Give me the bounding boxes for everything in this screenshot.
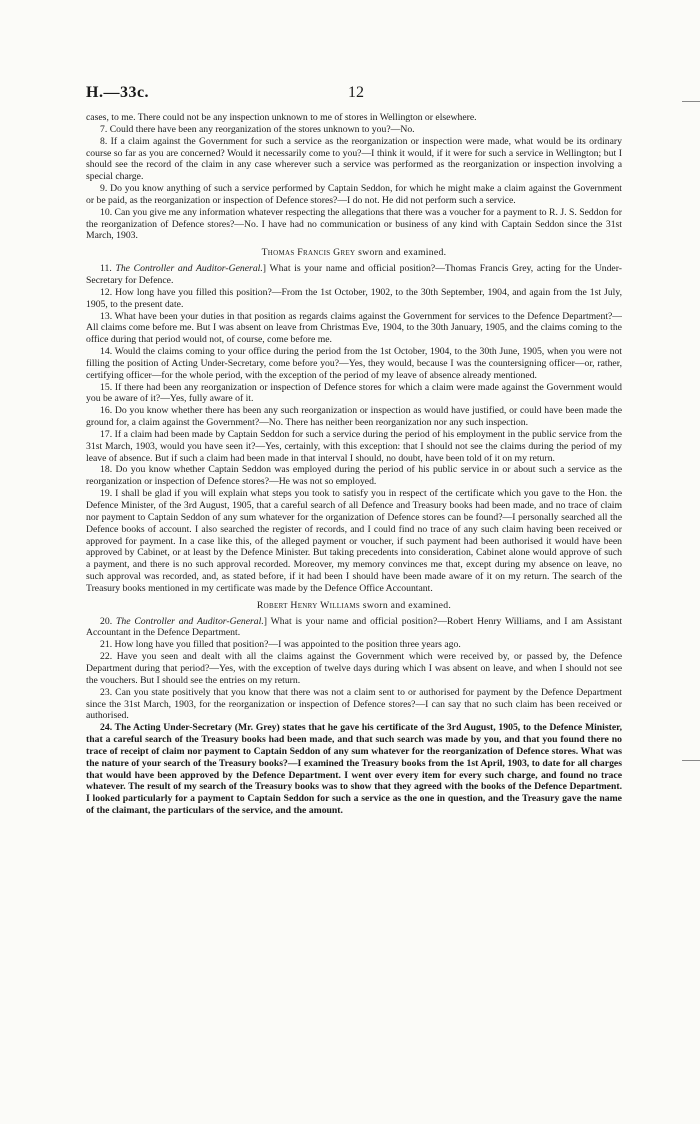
paragraph: 19. I shall be glad if you will explain what steps you took to satisfy you in respect of the certificate which you gave to the Hon. the Defence Minister, of the 3rd August, 1905, that a careful search of all Defence and Treasury books had been made, and no trace of claim nor payment to Captain Seddon of any sum whatever for the organization of Defence stores can be found?—I personally searched all the Defence books of account. I also searched the register of records, and I could find no trace of any such claim having been received or approved for payment. In a case like this, of the alleged payment or voucher, if such payment had been authorised it would have been approved by Cabinet, or at least by the Defence Minister. But taking precedents into consideration, Cabinet alone would approve of such a payment, and there is no such approval recorded. Moreover, my memory convinces me that, except during my absence on leave, no such approval was recorded, and, as stated before, if it had been I should have been made aware of it on my return. The search of the Treasury books mentioned in my certificate was made by the Defence Office Accountant. [86, 488, 622, 594]
report-reference: H.—33c. [86, 84, 150, 101]
page-number: 12 [348, 84, 364, 101]
witness-heading-williams [86, 600, 622, 612]
paragraph: 10. Can you give me any information whatever respecting the allegations that there was a voucher for a payment to R. J. S. Seddon for the reorganization of Defence stores?—No. I have had no communication or business of any kind with Captain Seddon since the 31st March, 1903. [86, 206, 622, 242]
paragraph-q20 [86, 616, 622, 640]
edge-mark [682, 760, 700, 761]
paragraph: 23. Can you state positively that you know that there was not a claim sent to or authorised for payment by the Defence Department since the 31st March, 1903, for the reorganization or inspection of Defence stores?—I can say that no such claim has been received or authorised. [86, 686, 622, 722]
question-text: ] What is your name and official position?—Thomas Francis Grey, acting for the Under-Secretary for Defence. [86, 263, 622, 286]
paragraph: 21. How long have you filled that position?—I was appointed to the position three years ago. [100, 639, 461, 651]
page-header [86, 84, 626, 106]
witness-name: Thomas Francis Grey [261, 247, 356, 259]
heading-suffix: sworn and examined. [355, 247, 447, 259]
paragraph: 7. Could there have been any reorganization of the stores unknown to you?—No. [100, 123, 415, 135]
document-body [86, 112, 622, 817]
paragraph: cases, to me. There could not be any inspection unknown to me of stores in Wellington or elsewhere. [86, 112, 477, 123]
question-text: ] What is your name and official position?—Robert Henry Williams, and I am Assistant Accountant in the Defence Department. [86, 615, 623, 639]
paragraph: 14. Would the claims coming to your office during the period from the 1st October, 1904, to the 30th June, 1905, when you were not filling the position of Acting Under-Secretary, come before you?—Yes, they would, because I was the countersigning officer—or, rather, certifying officer—for the whole period, with the exception of the period of my leave of absence already mentioned. [86, 346, 622, 381]
question-number: 20. [100, 615, 116, 627]
paragraph: 9. Do you know anything of such a service performed by Captain Seddon, for which he might make a claim against the Government or be paid, as the reorganization or inspection of Defence stores?—I do not. He did not perform such a service. [86, 183, 622, 206]
examiner-name: The Controller and Auditor-General. [115, 263, 263, 275]
paragraph: 13. What have been your duties in that position as regards claims against the Government for services to the Defence Department?—All claims come before me. But I was absent on leave from Christmas Eve, 1904, to the 30th January, 1905, and the claims coming to the office during that period would not, of course, come before me. [86, 310, 622, 346]
paragraph: 8. If a claim against the Government for such a service as the reorganization or inspection were made, what would be its ordinary course so far as you are concerned? Would it necessarily come to you?—I think it would, if it were for such a service in Wellington; but I should see the record of the claim in any case wherever such a service was performed as the reorganization or inspection involving a special charge. [86, 135, 622, 183]
paragraph: 17. If a claim had been made by Captain Seddon for such a service during the period of his employment in the public service from the 31st March, 1903, would you have seen it?—Yes, certainly, with this exception: that I should not see the claims during the period of my leave of absence. But if such a claim had been made in that interval I should, no doubt, have been told of it on my return. [86, 428, 622, 464]
paragraph-q11 [86, 263, 622, 287]
paragraph: 16. Do you know whether there has been any such reorganization or inspection as would have justified, or could have been made the ground for, a claim against the Government?—No. There has neither been reorganization nor any such inspection. [86, 405, 622, 429]
question-number: 11. [100, 263, 116, 275]
heading-suffix: sworn and examined. [360, 599, 452, 611]
paragraph: 12. How long have you filled this position?—From the 1st October, 1902, to the 30th September, 1904, and again from the 1st July, 1905, to the present date. [86, 286, 622, 310]
paragraph: 18. Do you know whether Captain Seddon was employed during the period of his public service in or about such a service as the reorganization or inspection of Defence stores?—He was not so employed. [86, 464, 622, 488]
examiner-name: The Controller and Auditor-General. [115, 615, 264, 627]
paragraph: 22. Have you seen and dealt with all the claims against the Government which were received by, or passed by, the Defence Department during that period?—Yes, with the exception of twelve days during which I was absent on leave, and when I should not see the vouchers. But I should see the entries on my return. [86, 651, 622, 686]
paragraph: 15. If there had been any reorganization or inspection of Defence stores for which a claim were made against the Government would you be aware of it?—Yes, fully aware of it. [86, 381, 622, 405]
edge-mark [682, 101, 700, 102]
witness-name: Robert Henry Williams [256, 599, 361, 611]
witness-heading-grey [86, 247, 622, 259]
paragraph: 24. The Acting Under-Secretary (Mr. Grey) states that he gave his certificate of the 3rd August, 1905, to the Defence Minister, that a careful search of the Treasury books had been made, and that such search was made by you, and that you found there no trace of receipt of claim nor payment to Captain Seddon of any sum whatever for the reorganization of Defence stores. What was the nature of your search of the Treasury books?—I examined the Treasury books from the 1st April, 1903, to date for all charges that would have been approved by the Defence Department. I went over every item for every such charge, and found no trace whatever. The result of my search of the Treasury books was to show that they agreed with the books of the Defence Department. I looked particularly for a payment to Captain Seddon for such a service as the one in question, and the Treasury gave the name of the claimant, the particulars of the service, and the amount. [86, 722, 622, 817]
